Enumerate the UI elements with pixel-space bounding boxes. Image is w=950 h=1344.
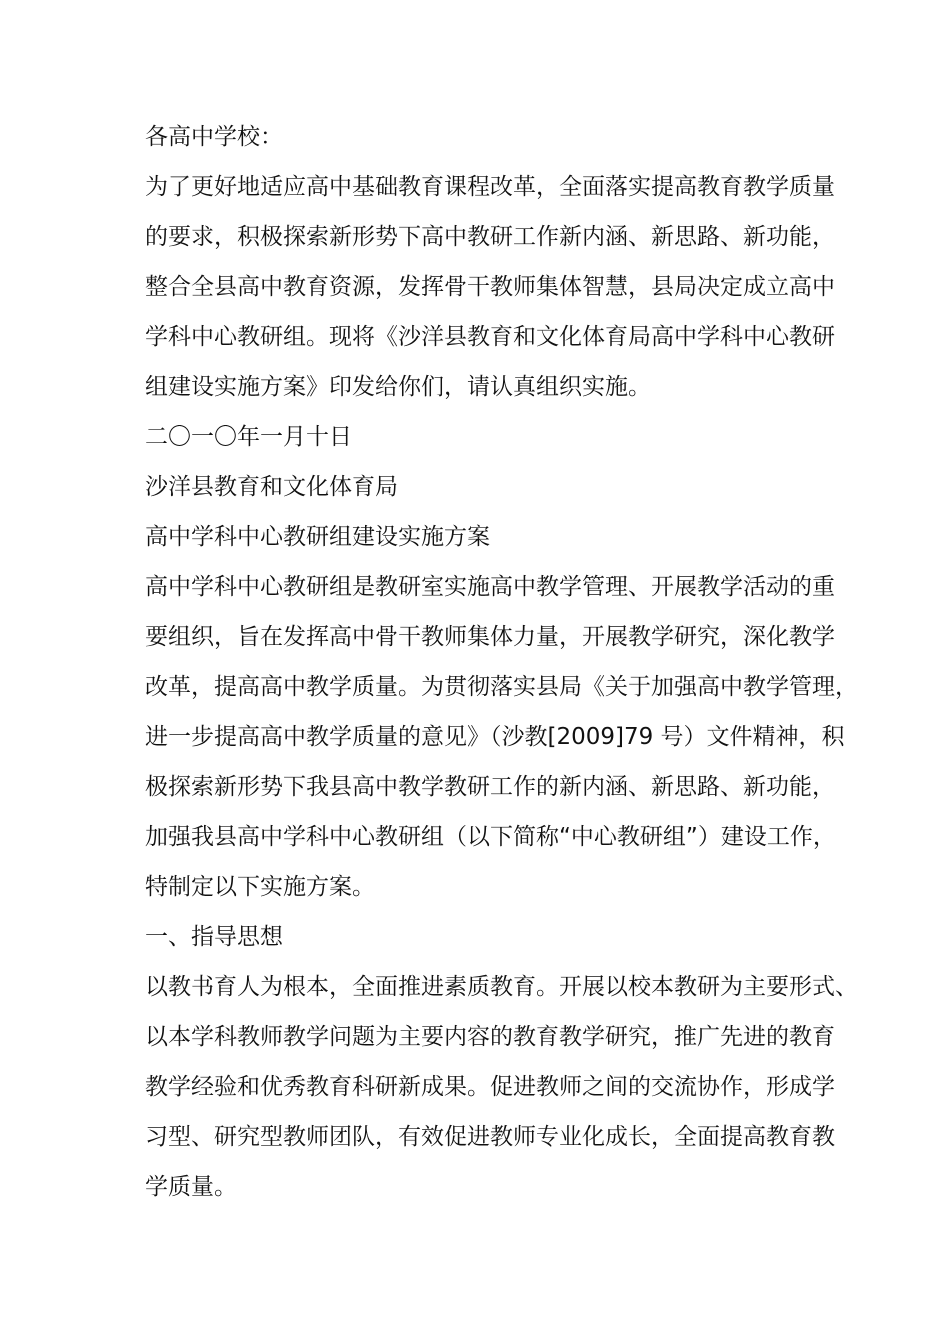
notice-line: 为了更好地适应高中基础教育课程改革，全面落实提高教育教学质量 (145, 174, 835, 200)
intro-line: 改革，提高高中教学质量。为贯彻落实县局《关于加强高中教学管理， (145, 674, 858, 700)
intro-line: 要组织，旨在发挥高中骨干教师集体力量，开展教学研究，深化教学 (145, 624, 835, 650)
section-line: 以教书育人为根本，全面推进素质教育。开展以校本教研为主要形式、 (145, 974, 858, 1000)
intro-line: 进一步提高高中教学质量的意见》（沙教[2009]79 号）文件精神，积 (145, 724, 845, 750)
salutation: 各高中学校： (145, 124, 283, 150)
plan-title: 高中学科中心教研组建设实施方案 (145, 524, 490, 550)
section-line: 以本学科教师教学问题为主要内容的教育教学研究，推广先进的教育 (145, 1024, 835, 1050)
notice-line: 整合全县高中教育资源，发挥骨干教师集体智慧，县局决定成立高中 (145, 274, 835, 300)
section-line: 习型、研究型教师团队，有效促进教师专业化成长，全面提高教育教 (145, 1124, 835, 1150)
issue-date: 二〇一〇年一月十日 (145, 424, 352, 450)
section-line: 学质量。 (145, 1174, 237, 1200)
section-line: 教学经验和优秀教育科研新成果。促进教师之间的交流协作，形成学 (145, 1074, 835, 1100)
notice-line: 学科中心教研组。现将《沙洋县教育和文化体育局高中学科中心教研 (145, 324, 835, 350)
issuer-name: 沙洋县教育和文化体育局 (145, 474, 398, 500)
intro-line: 加强我县高中学科中心教研组（以下简称“中心教研组”）建设工作， (145, 824, 836, 850)
notice-line: 的要求，积极探索新形势下高中教研工作新内涵、新思路、新功能， (145, 224, 835, 250)
intro-line: 高中学科中心教研组是教研室实施高中教学管理、开展教学活动的重 (145, 574, 835, 600)
section-heading: 一、指导思想 (145, 924, 283, 950)
notice-line: 组建设实施方案》印发给你们，请认真组织实施。 (145, 374, 651, 400)
intro-line: 特制定以下实施方案。 (145, 874, 375, 900)
intro-line: 极探索新形势下我县高中教学教研工作的新内涵、新思路、新功能， (145, 774, 835, 800)
